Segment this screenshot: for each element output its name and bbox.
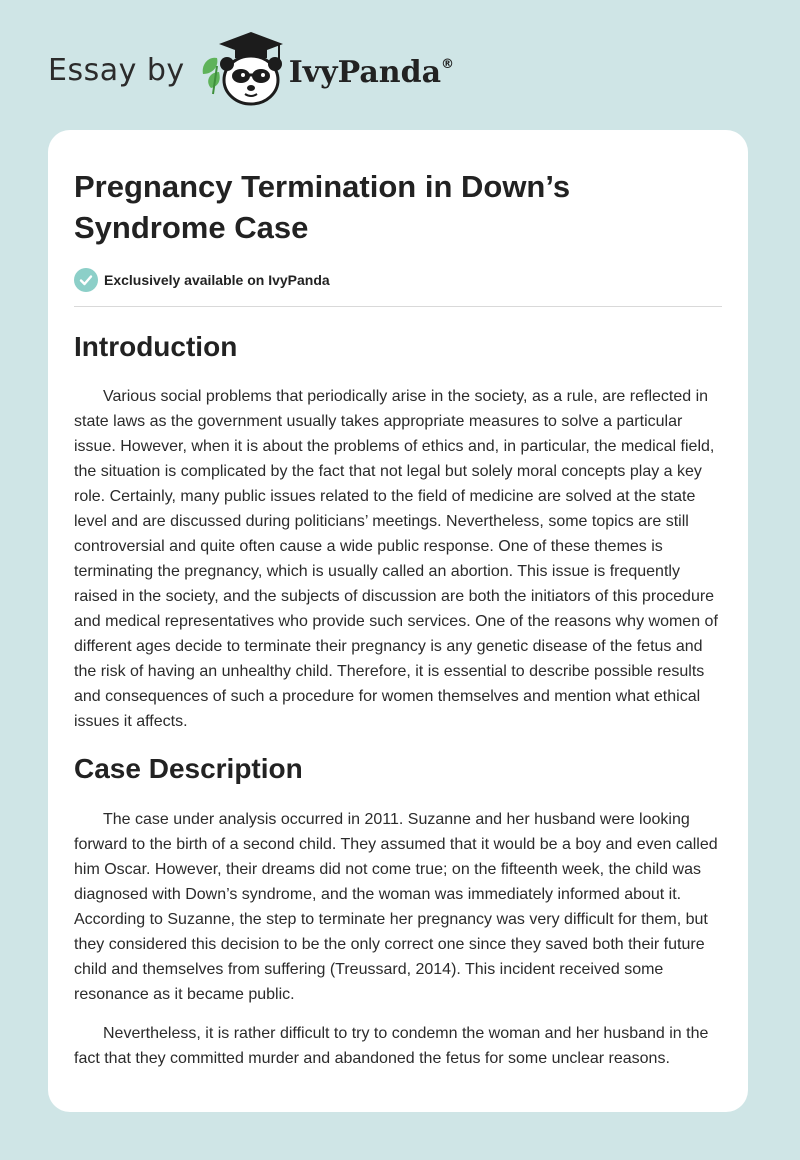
paragraph-case-2: Nevertheless, it is rather difficult to try to condemn the woman and her husband in the fact that they committed murder and abandoned the fetus for some unclear reasons. [74, 1025, 709, 1067]
paragraph-case-1: The case under analysis occurred in 2011. Suzanne and her husband were looking forward to the birth of a second child. They assumed that it would be a boy and even called him Oscar. However, their dreams did not come true; on the fifteenth week, the child was diagnosed with Down’s syndrome, and the woman was immediately informed about it. According to Suzanne, the step to terminate her pregnancy was very difficult for them, but they considered this decision to be the only correct one since they saved both their future child and themselves from suffering (Treussard, 2014). This incident received some resonance as it became public. [74, 811, 718, 1003]
divider [74, 306, 722, 307]
section-heading-introduction: Introduction [74, 331, 238, 362]
essay-card [48, 130, 748, 1112]
essay-by-label: Essay by [48, 52, 185, 88]
check-icon [74, 268, 98, 292]
brand-name[interactable]: IvyPanda® [288, 54, 455, 90]
paragraph-introduction: Various social problems that periodically arise in the society, as a rule, are reflected in state laws as the government usually takes appropriate measures to solve a particular issue. However, when it is about the problems of ethics and, in particular, the medical field, the situation is complicated by the fact that not legal but solely moral concepts play a key role. Certainly, many public issues related to the field of medicine are solved at the state level and are discussed during politicians’ meetings. Nevertheless, some topics are still controversial and quite often cause a wide public response. One of these themes is terminating the pregnancy, which is usually called an abortion. This issue is frequently raised in the society, and the subjects of discussion are both the initiators of this procedure and medical representatives who provide such services. One of the reasons why women of different ages decide to terminate their pregnancy is any genetic disease of the fetus and the risk of having an unhealthy child. Therefore, it is essential to describe possible results and consequences of such a procedure for women themselves and mention what ethical issues it affects. [74, 388, 718, 730]
site-header [48, 30, 454, 110]
section-heading-case-description: Case Description [74, 753, 303, 784]
panda-logo-icon[interactable] [199, 30, 285, 110]
page-title: Pregnancy Termination in Down’s Syndrome Case [74, 169, 571, 245]
registered-mark: ® [441, 56, 455, 72]
exclusive-badge [74, 268, 722, 292]
exclusive-label: Exclusively available on IvyPanda [104, 272, 330, 288]
